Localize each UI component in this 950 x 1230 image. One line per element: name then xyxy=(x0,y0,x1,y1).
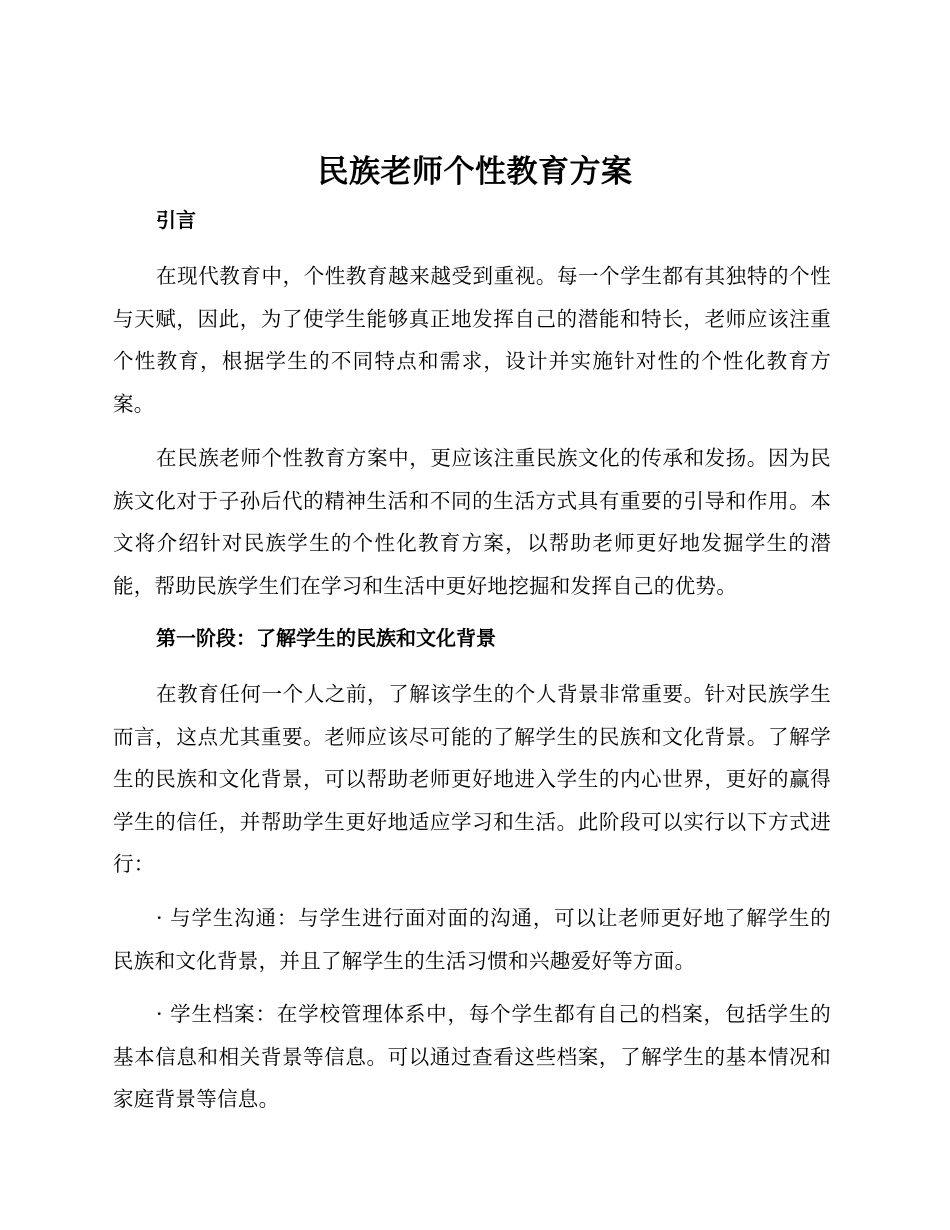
list-item-communicate: · 与学生沟通：与学生进行面对面的沟通，可以让老师更好地了解学生的民族和文化背景，并且了解学生的生活习惯和兴趣爱好等方面。 xyxy=(113,906,831,973)
document-title: 民族老师个性教育方案 xyxy=(317,154,633,190)
paragraph-intro-2: 在民族老师个性教育方案中，更应该注重民族文化的传承和发扬。因为民族文化对于子孙后代的精神生活和不同的生活方式具有重要的引导和作用。本文将介绍针对民族学生的个性化教育方案，以帮助老师更好地发掘学生的潜能，帮助民族学生们在学习和生活中更好地挖掘和发挥自己的优势。 xyxy=(113,446,831,598)
paragraph-stage-1-intro: 在教育任何一个人之前，了解该学生的个人背景非常重要。针对民族学生而言，这点尤其重要。老师应该尽可能的了解学生的民族和文化背景。了解学生的民族和文化背景，可以帮助老师更好地进入学生的内心世界，更好的赢得学生的信任，并帮助学生更好地适应学习和生活。此阶段可以实行以下方式进行： xyxy=(113,682,831,876)
section-heading-intro: 引言 xyxy=(156,208,196,232)
paragraph-intro-1: 在现代教育中，个性教育越来越受到重视。每一个学生都有其独特的个性与天赋，因此，为了使学生能够真正地发挥自己的潜能和特长，老师应该注重个性教育，根据学生的不同特点和需求，设计并实施针对性的个性化教育方案。 xyxy=(113,264,831,416)
list-item-student-records: · 学生档案：在学校管理体系中，每个学生都有自己的档案，包括学生的基本信息和相关背景等信息。可以通过查看这些档案，了解学生的基本情况和家庭背景等信息。 xyxy=(113,1002,831,1111)
section-heading-stage-1: 第一阶段：了解学生的民族和文化背景 xyxy=(156,626,496,650)
